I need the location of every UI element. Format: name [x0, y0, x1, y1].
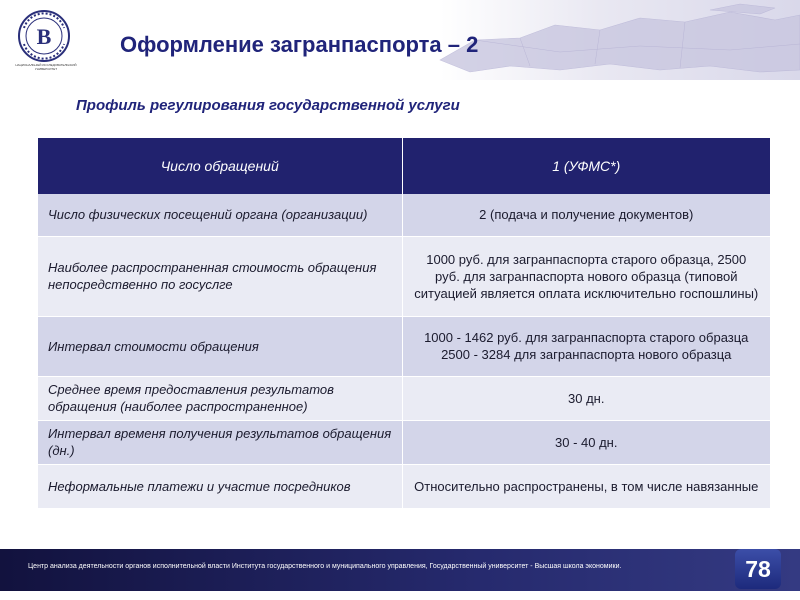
table-row [38, 236, 770, 316]
svg-text:В: В [36, 24, 52, 49]
table-row [38, 194, 770, 236]
page-title: Оформление загранпаспорта – 2 [120, 32, 479, 57]
regulation-profile-table [38, 138, 770, 509]
row-label: Среднее время предоставления результатов обращения (наиболее распространенное) [38, 376, 402, 420]
row-value: 30 - 40 дн. [402, 420, 770, 464]
table-row [38, 464, 770, 508]
footer-text: Центр анализа деятельности органов исполнительной власти Института государственного и муниципального управления, Государственный университет - Высшая школа экономики. [28, 563, 622, 570]
row-label: Число физических посещений органа (организации) [38, 194, 402, 236]
logo-caption: НАЦИОНАЛЬНЫЙ ИССЛЕДОВАТЕЛЬСКИЙ УНИВЕРСИТЕТ [15, 63, 77, 71]
table-header-row [38, 138, 770, 194]
row-label: Интервал временя получения результатов обращения (дн.) [38, 420, 402, 464]
row-value: 1000 руб. для загранпаспорта старого образца, 2500 руб. для загранпаспорта нового образца (типовой ситуацией является оплата исключительно госпошлины) [402, 236, 770, 316]
row-value: Относительно распространены, в том числе навязанные [402, 464, 770, 508]
university-seal-icon [16, 8, 72, 70]
page-subtitle: Профиль регулирования государственной услуги [76, 97, 460, 114]
row-label: Интервал стоимости обращения [38, 316, 402, 376]
row-value: 30 дн. [402, 376, 770, 420]
row-label: Наиболее распространенная стоимость обращения непосредственно по госуслге [38, 236, 402, 316]
table-header-cell: Число обращений [38, 138, 402, 194]
table-header-cell: 1 (УФМС*) [402, 138, 770, 194]
footer-bar [0, 549, 800, 591]
page-number: 78 [735, 549, 781, 589]
row-value: 1000 - 1462 руб. для загранпаспорта старого образца 2500 - 3284 для загранпаспорта нового образца [402, 316, 770, 376]
table-row [38, 316, 770, 376]
row-label: Неформальные платежи и участие посредников [38, 464, 402, 508]
table-row [38, 376, 770, 420]
row-value: 2 (подача и получение документов) [402, 194, 770, 236]
table-row [38, 420, 770, 464]
